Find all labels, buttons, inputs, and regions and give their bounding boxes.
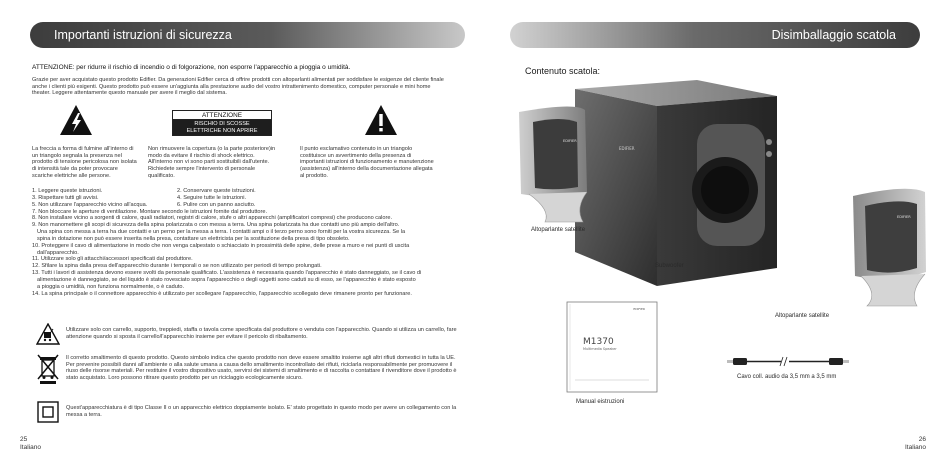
instruction-item: 14. La spina principale o il connettore apparecchio è utilizzato per scollegare l'apparecchio, l'apparecchio scollegato deve rimanere pronto per funzionare. — [32, 290, 412, 297]
subwoofer-brand: EDIFIER — [619, 146, 635, 151]
subwoofer-label: Subwoofer — [655, 263, 684, 269]
speaker-system-illustration — [515, 72, 935, 322]
unboxing-header: Disimballaggio scatola — [510, 22, 920, 48]
instruction-item: 1. Leggere queste istruzioni. — [32, 188, 103, 194]
right-satellite-stand — [861, 274, 925, 306]
left-satellite-grille — [533, 119, 578, 189]
volume-knob — [766, 139, 772, 145]
attention-line-1: RISCHIO DI SCOSSE — [194, 121, 250, 127]
page-footer-right — [905, 436, 926, 452]
manual-label: Manual eistruzioni — [576, 399, 625, 405]
instruction-item: 8. Non installare vicino a sorgenti di calore, quali radiatori, registri di calore, stufe o altri apparecchi (amplificatori compresi) che producono calore. — [32, 215, 393, 222]
right-satellite-brand: EDIFIER — [897, 215, 911, 219]
instruction-item: 2. Conservare queste istruzioni. — [177, 188, 256, 194]
exclamation-explanation: Il punto esclamativo contenuto in un triangolo costituisce un avvertimento della presenza di importanti istruzioni di funzionamento e manutenzione (assistenza) all'interno della documentazione allegata al prodotto. — [300, 146, 434, 179]
warning-heading: ATTENZIONE: per ridurre il rischio di incendio o di folgorazione, non esporre l'apparecchio a pioggia o umidità. — [32, 64, 351, 71]
attention-line-2: ELETTRICHE NON APRIRE — [186, 128, 258, 134]
cable-label: Cavo coll. audio da 3,5 mm a 3,5 mm — [737, 374, 837, 380]
instruction-item: 10. Proteggere il cavo di alimentazione in modo che non venga calpestato o schiacciato in prossimità delle spine, delle prese a muro e nei punti di uscita — [32, 242, 410, 249]
class-ii-text: Quest'apparecchiatura è di tipo Classe II o un apparecchio elettrico doppiamente isolato. E' stato progettato in questo modo per avere un collegamento con la messa a terra. — [66, 405, 457, 418]
right-page — [475, 0, 950, 473]
instruction-item: 12. Sfilare la spina dalla presa dell'apparecchio durante i temporali o se non utilizzato per periodi di tempo prolungati. — [32, 263, 322, 270]
audio-cable-illustration — [725, 354, 855, 370]
attention-title: ATTENZIONE — [173, 111, 271, 120]
instruction-item: 11. Utilizzare solo gli attacchi/accessori specificati dal produttore. — [32, 256, 193, 263]
left-satellite-label: Altoparlante satellite — [531, 227, 586, 233]
cart-tipover-icon — [36, 323, 60, 345]
instruction-item: 7. Non bloccare le aperture di ventilazione. Montare secondo le istruzioni fornite dal produttore. — [32, 208, 268, 215]
cover-explanation: Non rimuovere la copertura (o la parte posteriore)in modo da evitare il rischio di shock elettrico. All'interno non vi sono parti sostituibili dall'utente. Richiedete sempre l'intervento di personale qualificato. — [148, 146, 276, 179]
bass-knob — [766, 151, 772, 157]
attention-subtitle — [173, 120, 271, 135]
lightning-explanation: La freccia a forma di fulmine all'interno di un triangolo segnala la presenza nel prodotto di tensione pericolosa non isolata di intensità tale da poter provocare scariche elettriche alle persone. — [32, 146, 137, 179]
weee-disposal-text: Il corretto smaltimento di questo prodotto. Questo simbolo indica che questo prodotto non deve essere smaltito insieme agli altri rifiuti domestici in tutta la UE. Per prevenire possibili danni all'ambiente o alla salute umana a causa dello smaltimento incontrollato dei rifiuti, riciclarla responsabilmente per promuovere il riuso delle risorse materiali. Per restituire il vostro dispositivo usato, servirsi dei sistemi di smaltimento e di raccolta o contattare il rivenditore dove il prodotto è stato acquistato. Loro possono ritirare questo prodotto per un riciclaggio ecologicamente sicuro. — [66, 355, 457, 382]
instruction-item: spina in dotazione non può essere inserita nella presa, contattare un elettricista per la sostituzione della presa di tipo obsoleto. — [37, 235, 350, 242]
subwoofer-front — [575, 89, 657, 286]
instruction-item: 3. Rispettare tutti gli avvisi. — [32, 194, 99, 201]
weee-bin-icon — [37, 353, 59, 385]
manual-illustration — [565, 300, 660, 395]
manual-subtitle: Multimedia Speaker — [583, 347, 617, 351]
cart-warning-text: Utilizzare solo con carrello, supporto, treppiedi, staffa o tavola come specificata dal produttore o venduta con l'apparecchio. Quando si utilizza un carrello, fare attenzione quando si sposta il carrello/l'apparecchio insieme per evitare il pericolo di ribaltamento. — [66, 327, 457, 340]
instruction-item: 6. Pulire con un panno asciutto. — [177, 201, 256, 208]
safety-instructions-list — [32, 188, 462, 298]
intro-paragraph: Grazie per aver acquistato questo prodotto Edifier. Da generazioni Edifier cerca di offrire prodotti con altoparlanti alimentati per soddisfare le esigenze del cliente finale anche i clienti più esigenti. Questo prodotto può essere un'aggiunta alla prestazione audio del vostro intrattenimento domestico, computer personale e mini home theater. Leggere attentamente questo manuale per avere il meglio dal sistema. — [32, 77, 444, 97]
instruction-item: alimentazione è danneggiato, se del liquido è stato rovesciato sopra l'apparecchio o degli oggetti sono caduti su di esso, se l'apparecchio è stato esposto — [37, 276, 416, 283]
instruction-item: 5. Non utilizzare l'apparecchio vicino all'acqua. — [32, 201, 148, 208]
attention-box — [172, 110, 272, 136]
right-satellite-label: Altoparlante satellite — [775, 313, 830, 319]
instruction-item: dall'apparecchio. — [37, 249, 79, 256]
left-satellite-brand: EDIFIER — [563, 139, 577, 143]
page-number: 25 — [20, 436, 28, 443]
right-satellite-grille — [865, 201, 917, 272]
manual-brand: EDIFIER — [633, 307, 645, 311]
instruction-item: a pioggia o umidità, non funziona normalmente, o è caduto. — [37, 283, 185, 290]
instruction-item: Una spina con messa a terra ha due contatti e un perno per la messa a terra. I contatti ampi o il terzo perno sono forniti per la vostra sicurezza. Se la — [37, 229, 406, 236]
page-language: Italiano — [905, 444, 926, 451]
page-number: 26 — [918, 436, 926, 443]
manual-model: M1370 — [583, 337, 614, 347]
instruction-item: 9. Non manomettere gli scopi di sicurezza della spina polarizzata o con messa a terra. Una spina polarizzata ha due contatti uno più ampio dell'altro. — [32, 222, 400, 229]
exclamation-warning-icon — [364, 104, 398, 136]
class-ii-icon — [37, 401, 59, 423]
safety-header: Importanti istruzioni di sicurezza — [30, 22, 465, 48]
contents-title: Contenuto scatola: — [525, 66, 601, 76]
page-footer-left — [20, 436, 41, 452]
instruction-item: 13. Tutti i lavori di assistenza devono essere svolti da personale qualificato. L'assistenza è necessaria quando l'apparecchio è stato danneggiato, se il cavo di — [32, 270, 422, 277]
lightning-warning-icon — [59, 104, 93, 136]
page-language: Italiano — [20, 444, 41, 451]
instruction-item: 4. Seguire tutte le istruzioni. — [177, 194, 247, 201]
left-satellite-stand — [529, 192, 587, 222]
